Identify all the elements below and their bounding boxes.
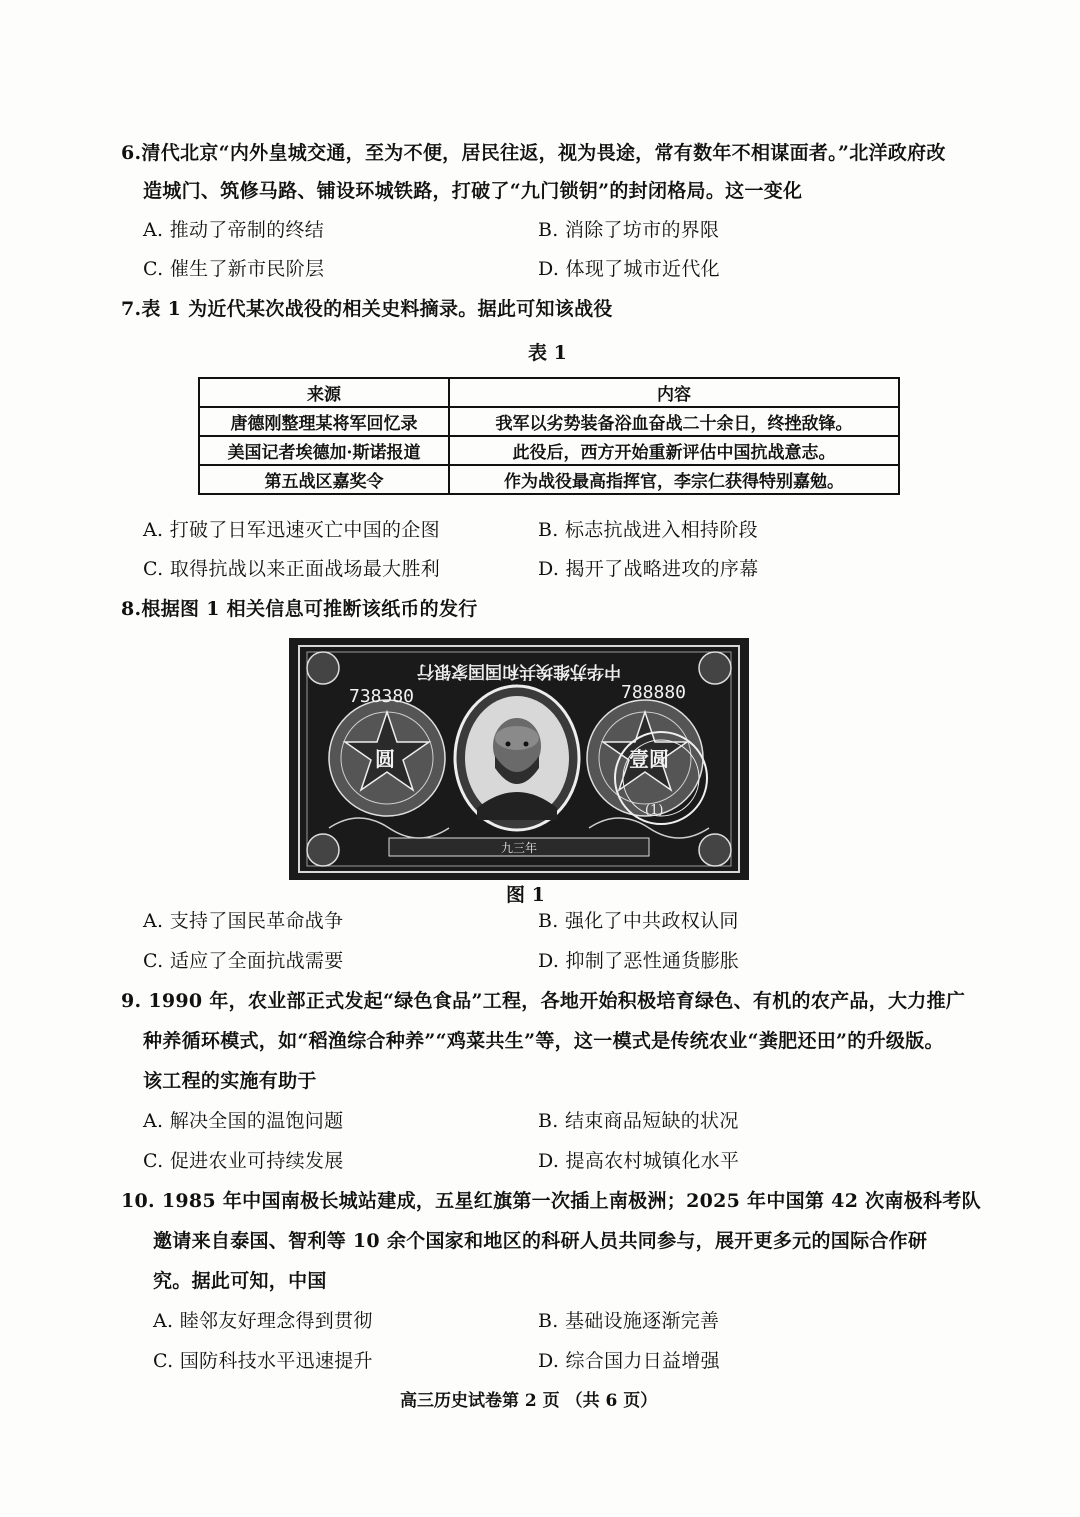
question-10-option-d[interactable]: D. 综合国力日益增强 — [538, 1350, 720, 1372]
question-7-option-a[interactable]: A. 打破了日军迅速灭亡中国的企图 — [143, 519, 440, 541]
question-9-option-b[interactable]: B. 结束商品短缺的状况 — [538, 1110, 739, 1132]
banknote-number: (1) — [645, 803, 664, 818]
question-7-option-b[interactable]: B. 标志抗战进入相持阶段 — [538, 519, 758, 541]
table-cell-source: 美国记者埃德加·斯诺报道 — [199, 436, 449, 465]
table-header-row — [199, 378, 899, 407]
question-10-text-line3: 究。据此可知，中国 — [153, 1270, 327, 1292]
question-8-option-b[interactable]: B. 强化了中共政权认同 — [538, 910, 739, 932]
table-1 — [198, 377, 900, 495]
table-header-source: 来源 — [199, 378, 449, 407]
question-6-option-d[interactable]: D. 体现了城市近代化 — [538, 258, 720, 280]
table-cell-source: 唐德刚整理某将军回忆录 — [199, 407, 449, 436]
banknote-figure — [289, 638, 749, 880]
table-cell-source: 第五战区嘉奖令 — [199, 465, 449, 494]
question-10-option-a[interactable]: A. 睦邻友好理念得到贯彻 — [153, 1310, 373, 1332]
banknote-illustration — [289, 638, 749, 880]
table-row — [199, 407, 899, 436]
question-6-option-c[interactable]: C. 催生了新市民阶层 — [143, 258, 325, 280]
banknote-serial-left: 738380 — [349, 686, 415, 707]
question-7-text: 7.表 1 为近代某次战役的相关史料摘录。据此可知该战役 — [121, 298, 613, 320]
question-7-option-d[interactable]: D. 揭开了战略进攻的序幕 — [538, 558, 759, 580]
question-9-option-c[interactable]: C. 促进农业可持续发展 — [143, 1150, 344, 1172]
table-1-caption: 表 1 — [528, 342, 567, 364]
question-9-option-a[interactable]: A. 解决全国的温饱问题 — [143, 1110, 344, 1132]
question-6-text-line2: 造城门、筑修马路、铺设环城铁路，打破了“九门锁钥”的封闭格局。这一变化 — [143, 180, 803, 202]
question-6-text-line1: 6.清代北京“内外皇城交通，至为不便，居民往返，视为畏途，常有数年不相谋面者。”北洋政府改 — [121, 142, 946, 164]
banknote-denomination-left: 圆 — [375, 747, 395, 771]
table-row — [199, 436, 899, 465]
question-8-option-c[interactable]: C. 适应了全面抗战需要 — [143, 950, 344, 972]
question-9-text-line1: 9. 1990 年，农业部正式发起“绿色食品”工程，各地开始积极培育绿色、有机的农产品，大力推广 — [121, 990, 966, 1012]
banknote-denomination-right: 壹圆 — [629, 747, 669, 771]
question-8-text: 8.根据图 1 相关信息可推断该纸币的发行 — [121, 598, 478, 620]
question-10-text-line1: 10. 1985 年中国南极长城站建成，五星红旗第一次插上南极洲；2025 年中国第 42 次南极科考队 — [121, 1190, 981, 1212]
table-cell-content: 作为战役最高指挥官，李宗仁获得特别嘉勉。 — [449, 465, 899, 494]
question-6-option-a[interactable]: A. 推动了帝制的终结 — [143, 219, 325, 241]
question-9-text-line3: 该工程的实施有助于 — [143, 1070, 317, 1092]
question-8-option-a[interactable]: A. 支持了国民革命战争 — [143, 910, 344, 932]
question-10-option-c[interactable]: C. 国防科技水平迅速提升 — [153, 1350, 373, 1372]
figure-1-caption: 图 1 — [506, 884, 545, 906]
question-8-option-d[interactable]: D. 抑制了恶性通货膨胀 — [538, 950, 740, 972]
banknote-serial-right: 788880 — [621, 682, 687, 703]
question-10-option-b[interactable]: B. 基础设施逐渐完善 — [538, 1310, 720, 1332]
question-9-text-line2: 种养循环模式，如“稻渔综合种养”“鸡菜共生”等，这一模式是传统农业“粪肥还田”的升级版。 — [143, 1030, 944, 1052]
table-cell-content: 我军以劣势装备浴血奋战二十余日，终挫敌锋。 — [449, 407, 899, 436]
banknote-top-text: 中华苏维埃共和国国家银行 — [417, 661, 621, 681]
table-header-content: 内容 — [449, 378, 899, 407]
table-row — [199, 465, 899, 494]
question-9-option-d[interactable]: D. 提高农村城镇化水平 — [538, 1150, 740, 1172]
table-cell-content: 此役后，西方开始重新评估中国抗战意志。 — [449, 436, 899, 465]
page-footer: 高三历史试卷第 2 页 （共 6 页） — [400, 1391, 658, 1411]
question-10-text-line2: 邀请来自泰国、智利等 10 余个国家和地区的科研人员共同参与，展开更多元的国际合作研 — [153, 1230, 928, 1252]
banknote-bottom-text: 九三年 — [500, 841, 538, 855]
question-7-option-c[interactable]: C. 取得抗战以来正面战场最大胜利 — [143, 558, 441, 580]
question-6-option-b[interactable]: B. 消除了坊市的界限 — [538, 219, 720, 241]
